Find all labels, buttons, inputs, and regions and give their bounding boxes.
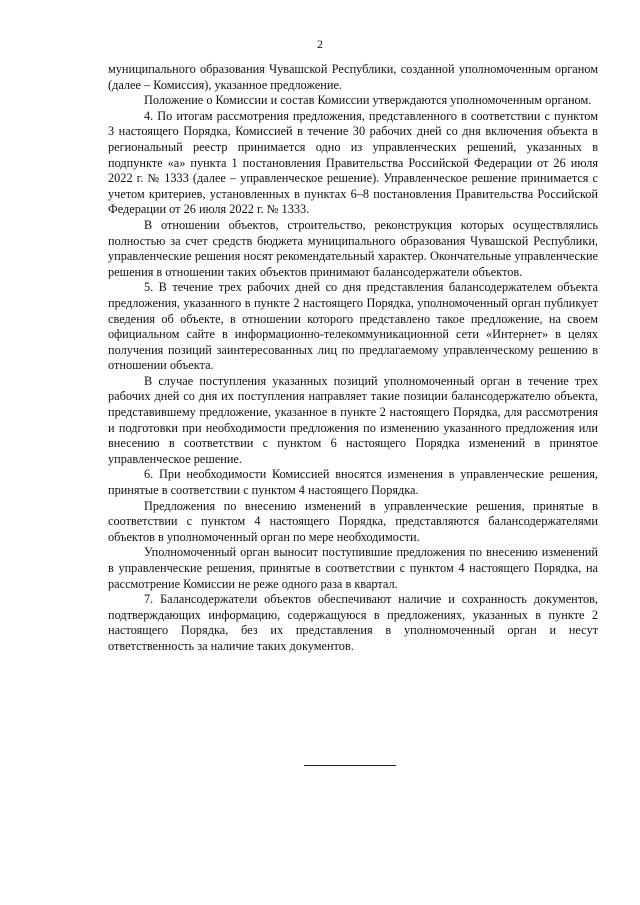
paragraph-commission-regulation: Положение о Комиссии и состав Комиссии утверждаются уполномоченным органом. [144,93,592,108]
page-number: 2 [317,37,323,51]
paragraph-item-4-recommendations: В отношении объектов, строительство, реконструкция которых осуществлялись полностью за счет средств бюджета муниципального образования Чувашской Республики, управленческие решения носят рекомендательный характер. Окончательные управленческие решения в отношении таких объектов принимают балансодержатели объектов. [108,217,598,279]
paragraph-item-5-positions: В случае поступления указанных позиций уполномоченный орган в течение трех рабочих дней со дня их поступления направляет такие позиции балансодержателю объекта, представившему предложение, указанное в пункте 2 настоящего Порядка, для рассмотрения и подготовки при необходимости предложения по изменению указанного предложения или внесению в соответствии с пунктом 6 настоящего Порядка изменений в принятое управленческое решение. [108,373,598,466]
end-divider-line [304,765,396,766]
paragraph-item-4: 4. По итогам рассмотрения предложения, представленного в соответствии с пунктом 3 настоящего Порядка, Комиссией в течение 30 рабочих дней со дня включения объекта в региональный реестр принимается одно из управленческих решений, указанных в подпункте «а» пункта 1 постановления Правительства Российской Федерации от 26 июля 2022 г. № 1333 (далее – управленческое решение). Управленческое решение принимается с учетом критериев, установленных в пунктах 6–8 постановления Правительства Российской Федерации от 26 июля 2022 г. № 1333. [108,108,598,217]
paragraph-item-5: 5. В течение трех рабочих дней со дня представления балансодержателем объекта предложения, указанного в пункте 2 настоящего Порядка, уполномоченный орган публикует сведения об объекте, в отношении которого представлено такое предложение, на своем официальном сайте в информационно-телекоммуникационной сети «Интернет» в целях получения позиций заинтересованных лиц по предлагаемому управленческому решению в отношении объекта. [108,280,598,373]
paragraph-item-6-quarterly: Уполномоченный орган выносит поступившие предложения по внесению изменений в управленческие решения, принятые в соответствии с пунктом 4 настоящего Порядка, на рассмотрение Комиссии не реже одного раза в квартал. [108,545,598,591]
paragraph-continuation: муниципального образования Чувашской Республики, созданной уполномоченным органом (далее – Комиссия), указанное предложение. [108,62,598,92]
document-body [108,62,598,655]
paragraph-item-6: 6. При необходимости Комиссией вносятся изменения в управленческие решения, принятые в соответствии с пунктом 4 настоящего Порядка. [108,467,598,498]
paragraph-item-7: 7. Балансодержатели объектов обеспечивают наличие и сохранность документов, подтверждающих информацию, содержащуюся в предложениях, указанных в пункте 2 настоящего Порядка, без их представления в уполномоченный орган и несут ответственность за наличие таких документов. [108,592,598,653]
paragraph-item-6-proposals: Предложения по внесению изменений в управленческие решения, принятые в соответствии с пунктом 4 настоящего Порядка, представляются балансодержателями объектов в уполномоченный орган по мере необходимости. [108,498,598,544]
